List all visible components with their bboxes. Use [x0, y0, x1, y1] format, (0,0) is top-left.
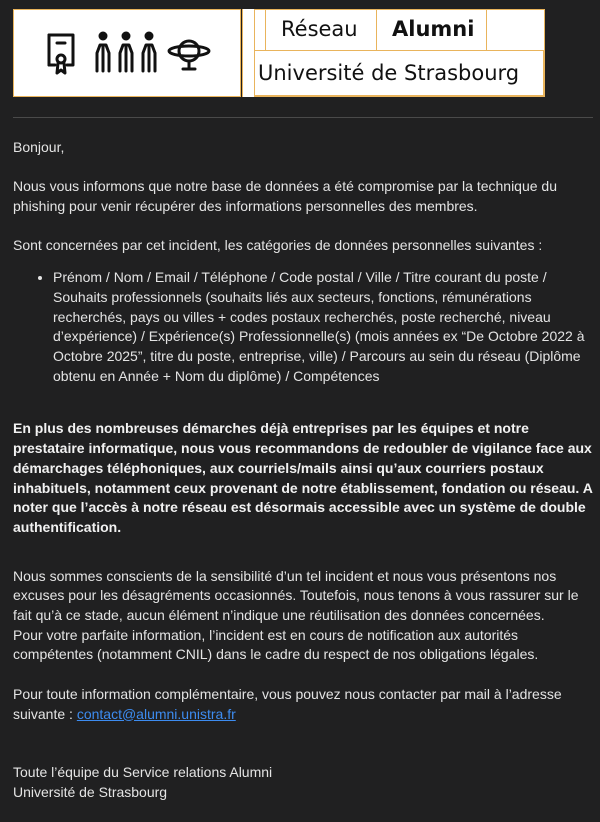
categories-list: [13, 268, 593, 386]
people-icon: [97, 33, 155, 71]
logo-alumni-text: Alumni: [392, 17, 475, 41]
globe-icon: [169, 41, 209, 69]
list-item: • Prénom / Nom / Email / Téléphone / Code postal / Ville / Titre courant du poste / Souhaits professionnels (souhaits liés aux secteurs, fonctions, rémunérations recherchés, pays ou villes + codes postaux recherchés, poste recherché, niveau d’expérience) / Expérience(s) Professionnelle(s) (mois années ex “De Octobre 2022 à Octobre 2025”, titre du poste, entreprise, ville) / Parcours au sein du réseau (Diplôme obtenu en Année + Nom du diplôme) / Compétences: [53, 268, 593, 386]
logo-reseau-text: Réseau: [281, 17, 358, 41]
greeting: Bonjour,: [13, 139, 65, 155]
contact-text: Pour toute information complémentaire, vous pouvez nous contacter par mail à l’adresse suivante :: [13, 685, 562, 722]
signature-university: Université de Strasbourg: [13, 783, 168, 800]
categories-intro: Sont concernées par cet incident, les catégories de données personnelles suivantes :: [13, 237, 543, 254]
contact-email-link[interactable]: contact@alumni.unistra.fr: [76, 705, 236, 722]
signature-team: Toute l’équipe du Service relations Alumni: [13, 764, 273, 781]
header-divider: [13, 117, 593, 118]
contact-paragraph: [13, 685, 593, 724]
diploma-icon: [49, 35, 73, 73]
apology-paragraph: Nous sommes conscients de la sensibilité d’un tel incident et nous vous présentons nos excuses pour les désagréments occasionnés. Toutefois, nous tenons à vous rassurer sur le fait qu’à ce stade, aucun élément n’indique une réutilisation des données concernées.: [13, 567, 579, 624]
alumni-logo: [13, 9, 545, 97]
email-body: [13, 138, 593, 822]
intro-paragraph: Nous vous informons que notre base de données a été compromise par la technique du phishing pour venir récupérer des informations personnelles des membres.: [13, 178, 558, 215]
warning-paragraph: En plus des nombreuses démarches déjà entreprises par les équipes et notre prestataire informatique, nous vous recommandons de redoubler de vigilance face aux démarchages téléphoniques, aux courriels/mails ainsi qu’aux courriers postaux inhabituels, notamment ceux provenant de notre établissement, fondation ou réseau. A noter que l’accès à notre réseau est désormais accessible avec un système de double authentification.: [13, 420, 593, 535]
logo-universite-text: Université de Strasbourg: [258, 61, 520, 85]
notification-paragraph: Pour votre parfaite information, l’incident est en cours de notification aux autorités compétentes (notamment CNIL) dans le cadre du respect de nos obligations légales.: [13, 626, 539, 663]
